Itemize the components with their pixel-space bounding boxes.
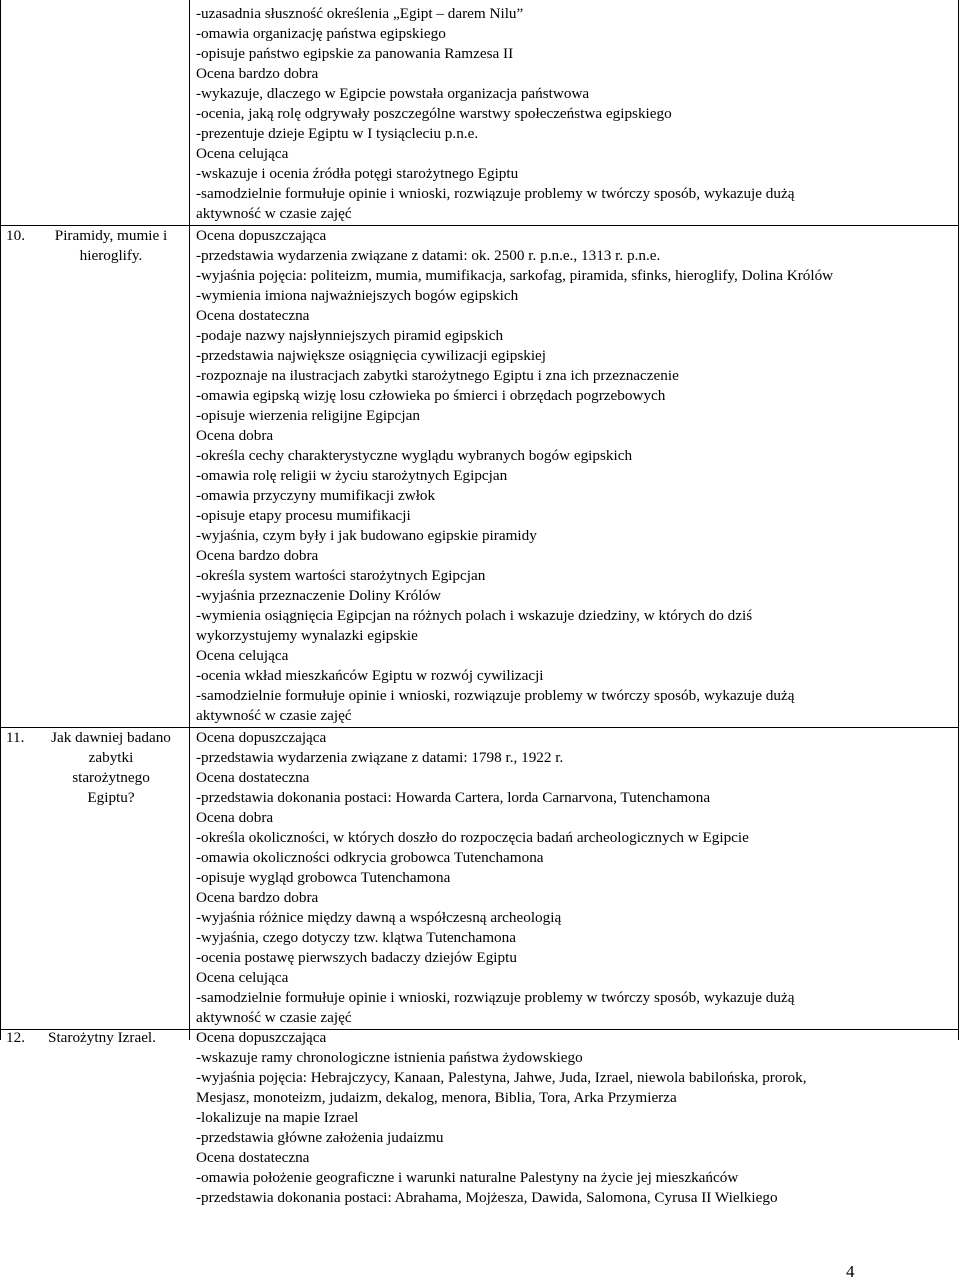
page-number: 4: [846, 1262, 855, 1281]
grade-heading: Ocena dostateczna: [196, 769, 310, 786]
requirement-line: -lokalizuje na mapie Izrael: [196, 1109, 359, 1126]
requirement-line: -wyjaśnia różnice między dawną a współczesną archeologią: [196, 909, 562, 926]
requirement-line: -wskazuje ramy chronologiczne istnienia państwa żydowskiego: [196, 1049, 583, 1066]
lesson-topic: [34, 226, 188, 266]
requirement-line: -samodzielnie formułuje opinie i wnioski, rozwiązuje problemy w twórczy sposób, wykazuje dużą: [196, 989, 795, 1006]
requirement-line: -ocenia postawę pierwszych badaczy dziejów Egiptu: [196, 949, 517, 966]
requirement-line: -wymienia imiona najważniejszych bogów egipskich: [196, 287, 519, 304]
requirement-line: -omawia egipską wizję losu człowieka po śmierci i obrzędach pogrzebowych: [196, 387, 666, 404]
grade-heading: Ocena celująca: [196, 647, 289, 664]
lesson-topic-line: Jak dawniej badano: [51, 729, 171, 746]
lesson-topic-line: starożytnego: [72, 769, 150, 786]
requirement-line: -opisuje wierzenia religijne Egipcjan: [196, 407, 420, 424]
requirement-line: -uzasadnia słuszność określenia „Egipt – darem Nilu”: [196, 5, 524, 22]
requirement-line: -samodzielnie formułuje opinie i wnioski, rozwiązuje problemy w twórczy sposób, wykazuje dużą: [196, 687, 795, 704]
lesson-topic: [34, 728, 188, 808]
requirement-line: -opisuje wygląd grobowca Tutenchamona: [196, 869, 451, 886]
grade-heading: Ocena dostateczna: [196, 307, 310, 324]
requirement-line: -wyjaśnia przeznaczenie Doliny Królów: [196, 587, 442, 604]
requirement-line: -przedstawia dokonania postaci: Howarda Cartera, lorda Carnarvona, Tutenchamona: [196, 789, 711, 806]
table-left-border: [0, 0, 1, 1040]
table-column-divider: [189, 0, 190, 1040]
grade-heading: Ocena bardzo dobra: [196, 889, 319, 906]
lesson-topic-line: hieroglify.: [79, 247, 143, 264]
grade-heading: Ocena dobra: [196, 809, 274, 826]
requirement-line: -omawia organizację państwa egipskiego: [196, 25, 446, 42]
requirement-line: -wyjaśnia pojęcia: Hebrajczycy, Kanaan, Palestyna, Jahwe, Juda, Izrael, niewola babilońska, prorok,: [196, 1069, 807, 1086]
requirement-line: -opisuje państwo egipskie za panowania Ramzesa II: [196, 45, 514, 62]
requirement-line: -przedstawia wydarzenia związane z datami: 1798 r., 1922 r.: [196, 749, 564, 766]
grade-heading: Ocena bardzo dobra: [196, 547, 319, 564]
requirement-line: -podaje nazwy najsłynniejszych piramid egipskich: [196, 327, 504, 344]
requirement-line: -rozpoznaje na ilustracjach zabytki starożytnego Egiptu i zna ich przeznaczenie: [196, 367, 679, 384]
lesson-number: 11.: [6, 729, 25, 746]
requirement-line: -prezentuje dzieje Egiptu w I tysiącleciu p.n.e.: [196, 125, 479, 142]
lesson-topic: Starożytny Izrael.: [48, 1029, 156, 1046]
requirement-line: wykorzystujemy wynalazki egipskie: [196, 627, 418, 644]
requirement-line: -określa cechy charakterystyczne wyglądu wybranych bogów egipskich: [196, 447, 633, 464]
requirement-line: -określa system wartości starożytnych Egipcjan: [196, 567, 486, 584]
requirement-line: -omawia przyczyny mumifikacji zwłok: [196, 487, 436, 504]
requirement-line: -przedstawia dokonania postaci: Abrahama, Mojżesza, Dawida, Salomona, Cyrusa II Wielkiego: [196, 1189, 778, 1206]
requirement-line: -omawia okoliczności odkrycia grobowca Tutenchamona: [196, 849, 544, 866]
lesson-number: 10.: [6, 227, 25, 244]
requirement-line: -opisuje etapy procesu mumifikacji: [196, 507, 411, 524]
requirement-line: -przedstawia główne założenia judaizmu: [196, 1129, 444, 1146]
requirement-line: -wyjaśnia, czego dotyczy tzw. klątwa Tutenchamona: [196, 929, 516, 946]
requirement-line: -samodzielnie formułuje opinie i wnioski, rozwiązuje problemy w twórczy sposób, wykazuje dużą: [196, 185, 795, 202]
grade-heading: Ocena dopuszczająca: [196, 1029, 327, 1046]
requirement-line: -wyjaśnia, czym były i jak budowano egipskie piramidy: [196, 527, 537, 544]
table-right-border: [958, 0, 959, 1040]
requirement-line: -przedstawia wydarzenia związane z datami: ok. 2500 r. p.n.e., 1313 r. p.n.e.: [196, 247, 661, 264]
requirement-line: -ocenia wkład mieszkańców Egiptu w rozwój cywilizacji: [196, 667, 544, 684]
lesson-topic-line: zabytki: [88, 749, 134, 766]
grade-heading: Ocena dopuszczająca: [196, 729, 327, 746]
lesson-topic-line: Piramidy, mumie i: [54, 227, 168, 244]
grade-heading: Ocena bardzo dobra: [196, 65, 319, 82]
requirement-line: aktywność w czasie zajęć: [196, 707, 352, 724]
requirement-line: -omawia położenie geograficzne i warunki naturalne Palestyny na życie jej mieszkańców: [196, 1169, 739, 1186]
requirement-line: -przedstawia największe osiągnięcia cywilizacji egipskiej: [196, 347, 547, 364]
requirement-line: -wykazuje, dlaczego w Egipcie powstała organizacja państwowa: [196, 85, 590, 102]
requirement-line: Mesjasz, monoteizm, judaizm, dekalog, menora, Biblia, Tora, Arka Przymierza: [196, 1089, 677, 1106]
requirement-line: aktywność w czasie zajęć: [196, 1009, 352, 1026]
grade-heading: Ocena celująca: [196, 969, 289, 986]
grade-heading: Ocena dostateczna: [196, 1149, 310, 1166]
requirement-line: -określa okoliczności, w których doszło do rozpoczęcia badań archeologicznych w Egipcie: [196, 829, 749, 846]
grade-heading: Ocena dopuszczająca: [196, 227, 327, 244]
requirement-line: aktywność w czasie zajęć: [196, 205, 352, 222]
requirement-line: -omawia rolę religii w życiu starożytnych Egipcjan: [196, 467, 508, 484]
requirement-line: -ocenia, jaką rolę odgrywały poszczególne warstwy społeczeństwa egipskiego: [196, 105, 672, 122]
grade-heading: Ocena celująca: [196, 145, 289, 162]
requirement-line: -wymienia osiągnięcia Egipcjan na różnych polach i wskazuje dziedziny, w których do dziś: [196, 607, 753, 624]
requirement-line: -wskazuje i ocenia źródła potęgi starożytnego Egiptu: [196, 165, 519, 182]
lesson-number: 12.: [6, 1029, 25, 1046]
grade-heading: Ocena dobra: [196, 427, 274, 444]
requirement-line: -wyjaśnia pojęcia: politeizm, mumia, mumifikacja, sarkofag, piramida, sfinks, hieroglify, Dolina Królów: [196, 267, 834, 284]
lesson-topic-line: Egiptu?: [87, 789, 135, 806]
